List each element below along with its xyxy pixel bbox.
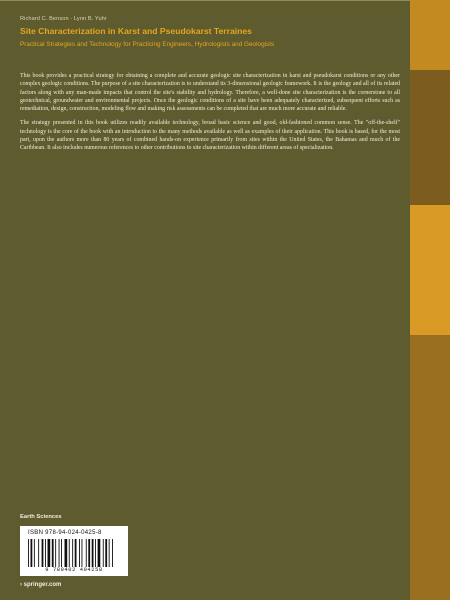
description-paragraph: The strategy presented in this book utilizes readily available technology, broad basic science and good, old-fashioned common sense. The "off-the-shelf" technology is the core of the book with an introduction to the many methods available as well as examples of their application. This book is based, for the most part, upon the authors more than 80 years of combined hands-on experience primarily from sites within the United States, the Bahamas and much of the Caribbean. It also includes numerous references to other contributions to site characterization within different areas of specialization. bbox=[20, 120, 400, 152]
barcode-icon bbox=[28, 539, 120, 567]
strip-segment-upper bbox=[410, 70, 450, 205]
description-paragraph: This book provides a practical strategy for obtaining a complete and accurate geologic site characterization in karst and pseudokarst conditions or any other complex geologic conditions. The purpose of a site characterization is to understand its 3-dimensional geologic framework. It is the geology and all of its related factors along with any man-made impacts that control the site's stability and hydrology. Therefore, a well-done site characterization is the cornerstone to all geotechnical, groundwater and environmental projects. Once the geologic conditions of a site have been adequately characterized, subsequent efforts such as remediation, design, construction, modeling flow and making risk assessments can be completed that are much more accurate and reliable. bbox=[20, 73, 400, 113]
subject-category: Earth Sciences bbox=[20, 514, 62, 520]
publisher-url[interactable]: › springer.com bbox=[20, 582, 62, 588]
strip-segment-lower bbox=[410, 335, 450, 600]
top-divider bbox=[0, 0, 410, 1]
description-blurb bbox=[20, 72, 400, 159]
barcode-panel bbox=[20, 526, 128, 576]
barcode-digits: 9 789402 404258 bbox=[45, 567, 103, 573]
strip-segment-middle bbox=[410, 205, 450, 335]
authors-line: Richard C. Benson · Lynn B. Yuhr bbox=[20, 16, 107, 22]
strip-segment-top bbox=[410, 0, 450, 70]
book-subtitle: Practical Strategies and Technology for Practicing Engineers, Hydrologists and Geologists bbox=[20, 41, 275, 48]
book-title: Site Characterization in Karst and Pseudokarst Terraines bbox=[20, 26, 252, 36]
spine-color-strip bbox=[410, 0, 450, 600]
isbn-label: ISBN 978-94-024-0425-8 bbox=[28, 530, 102, 536]
